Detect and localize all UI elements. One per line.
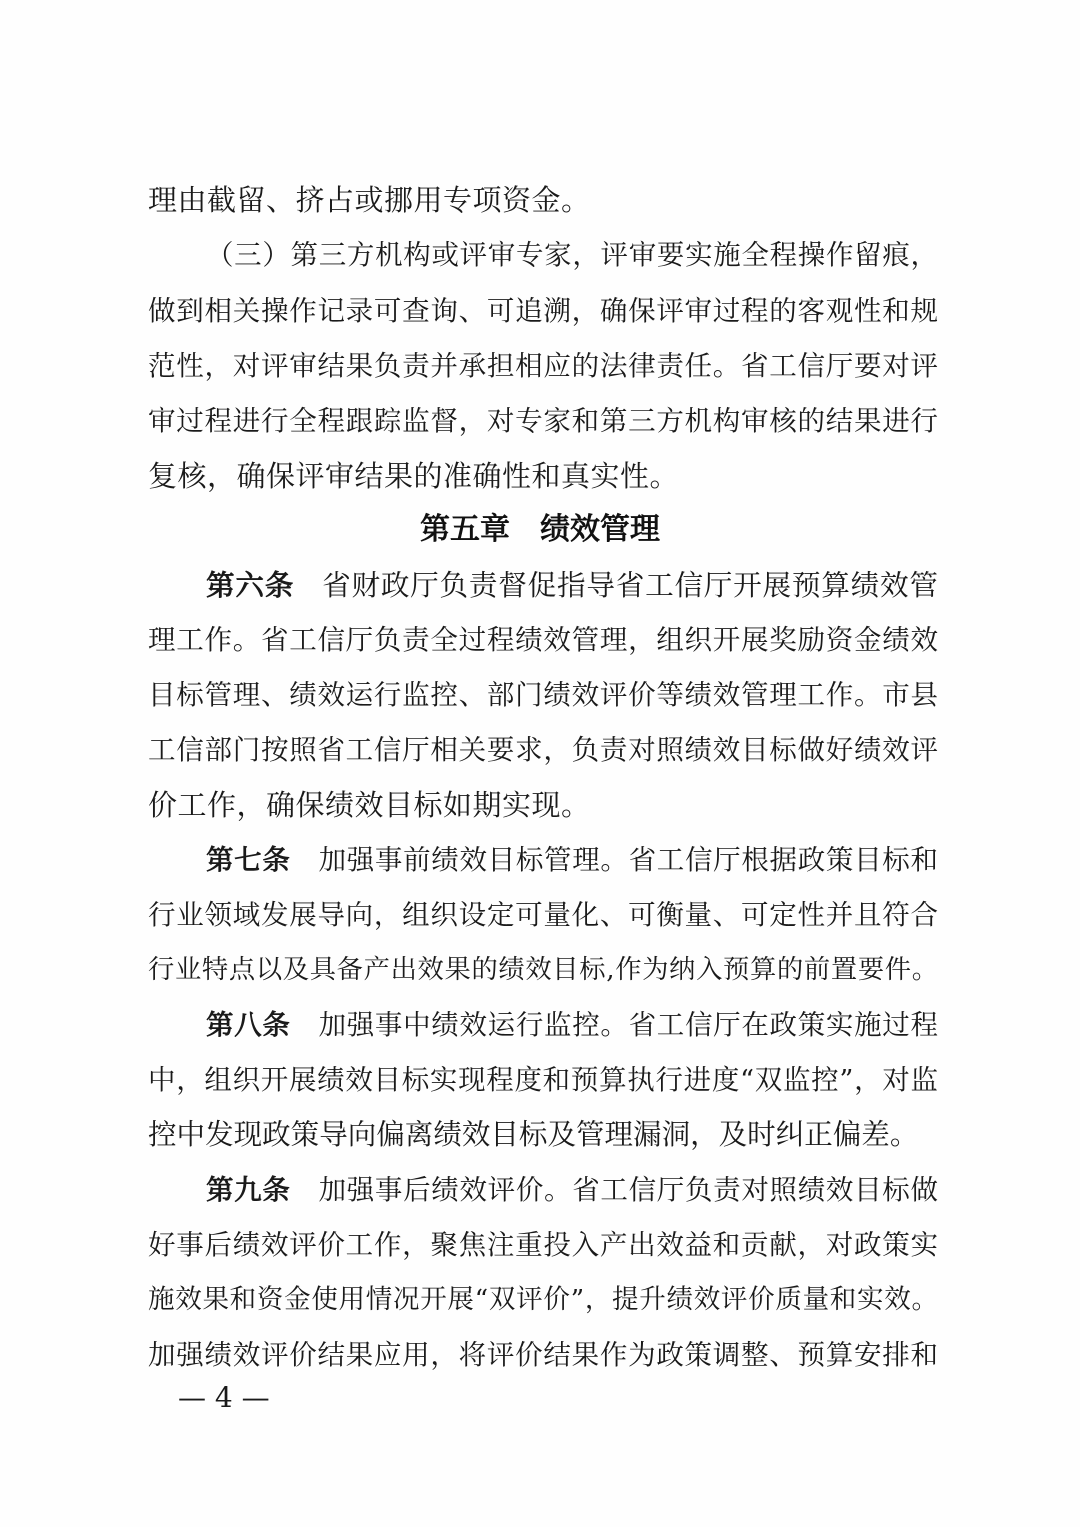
paragraph-line: 理工作。省工信厅负责全过程绩效管理，组织开展奖励资金绩效 — [148, 624, 938, 656]
paragraph-line: 范性，对评审结果负责并承担相应的法律责任。省工信厅要对评 — [148, 350, 938, 382]
article-first-line — [206, 840, 938, 880]
paragraph-line: 控中发现政策导向偏离绩效目标及管理漏洞，及时纠正偏差。 — [148, 1118, 919, 1151]
paragraph-line: 行业特点以及具备产出效果的绩效目标,作为纳入预算的前置要件。 — [148, 955, 938, 985]
paragraph-line: 加强绩效评价结果应用，将评价结果作为政策调整、预算安排和 — [148, 1339, 938, 1371]
paragraph-line: 施效果和资金使用情况开展“双评价”，提升绩效评价质量和实效。 — [148, 1284, 938, 1315]
paragraph-line: 复核，确保评审结果的准确性和真实性。 — [148, 459, 680, 493]
paragraph-line: 中，组织开展绩效目标实现程度和预算执行进度“双监控”，对监 — [148, 1064, 938, 1096]
article-text: 加强事前绩效目标管理。省工信厅根据政策目标和 — [318, 844, 938, 876]
chapter-heading: 第五章 绩效管理 — [420, 512, 660, 547]
paragraph-line: 目标管理、绩效运行监控、部门绩效评价等绩效管理工作。市县 — [148, 679, 938, 711]
paragraph-line: 行业领域发展导向，组织设定可量化、可衡量、可定性并且符合 — [148, 899, 938, 931]
article-text: 加强事后绩效评价。省工信厅负责对照绩效目标做 — [318, 1174, 938, 1206]
paragraph-line: 工信部门按照省工信厅相关要求，负责对照绩效目标做好绩效评 — [148, 734, 938, 766]
article-label: 第六条 — [206, 568, 295, 602]
article-first-line — [206, 565, 938, 605]
article-first-line — [206, 1170, 938, 1210]
article-text: 加强事中绩效运行监控。省工信厅在政策实施过程 — [318, 1009, 938, 1041]
article-text: 省财政厅负责督促指导省工信厅开展预算绩效管 — [322, 568, 938, 602]
paragraph-line: 审过程进行全程跟踪监督，对专家和第三方机构审核的结果进行 — [148, 405, 938, 437]
article-label: 第九条 — [206, 1174, 291, 1206]
paragraph-line: 好事后绩效评价工作，聚焦注重投入产出效益和贡献，对政策实 — [148, 1229, 938, 1261]
page-number: — 4 — — [178, 1381, 270, 1414]
article-label: 第八条 — [206, 1009, 291, 1041]
article-first-line — [206, 1005, 938, 1045]
paragraph-line: 做到相关操作记录可查询、可追溯，确保评审过程的客观性和规 — [148, 295, 938, 327]
article-label: 第七条 — [206, 844, 291, 876]
paragraph-line: 价工作，确保绩效目标如期实现。 — [148, 788, 591, 822]
paragraph-line: 理由截留、挤占或挪用专项资金。 — [148, 183, 591, 217]
paragraph-line: （三）第三方机构或评审专家，评审要实施全程操作留痕， — [206, 240, 938, 271]
